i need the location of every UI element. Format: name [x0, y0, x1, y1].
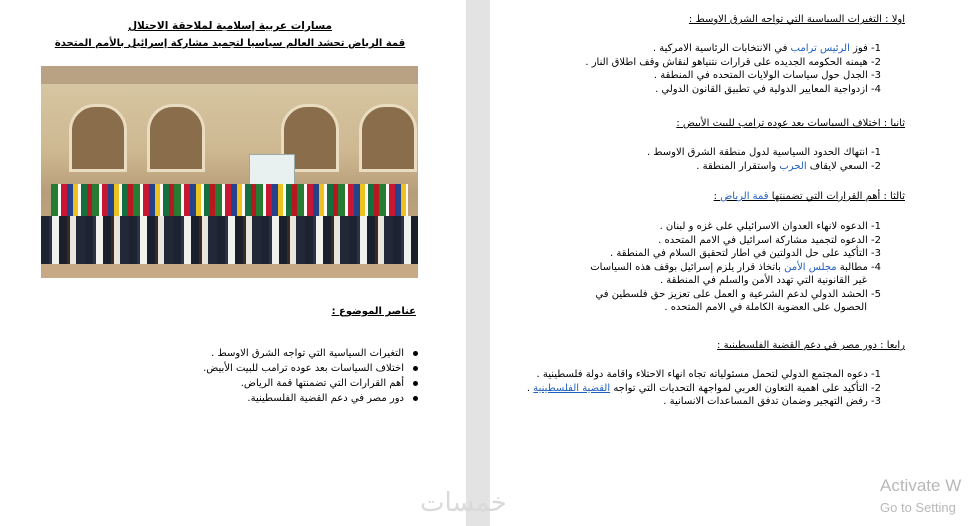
document-page-left: [0, 0, 466, 526]
photo-leaders-row: [41, 216, 418, 264]
list-item: 3- الجدل حول سياسات الولايات المتحده في المنطقة .: [653, 70, 881, 81]
item-text: واستقرار المنطقة .: [696, 160, 780, 172]
elements-list: [104, 346, 404, 406]
photo-summit-screen: [249, 154, 295, 186]
item-text: 1- فوز: [849, 43, 881, 54]
section-heading-4: رابعا : دور مصر في دعم القضية الفلسطينية :: [717, 340, 905, 351]
section-2-list: [647, 146, 881, 173]
link-president-trump[interactable]: الرئيس ترامب: [790, 43, 850, 54]
list-item: 3- رفض التهجير وضمان تدفق المساعدات الانسانية .: [663, 396, 881, 407]
document-title: مسارات عربية إسلامية لملاحقة الاحتلال: [127, 20, 333, 32]
section-4-list: [527, 368, 881, 409]
activate-windows-settings-link[interactable]: Go to Setting: [880, 500, 956, 515]
section-heading-2: ثانيا : اختلاف السياسات بعد عوده ترامب للبيت الأبيض :: [676, 118, 905, 129]
list-item: [647, 160, 881, 174]
photo-arch: [147, 104, 205, 172]
link-palestinian-cause[interactable]: القضية الفلسطينية: [533, 382, 611, 394]
section-3-list: [590, 220, 881, 315]
list-item: 1- الدعوه لانهاء العدوان الاسرائيلي على غزه و لبنان .: [659, 221, 881, 232]
list-item: 2- هيمنه الحكومه الجديده على قرارات نتنياهو لنقاش وقف اطلاق النار .: [585, 56, 881, 68]
item-text: في الانتخابات الرئاسية الامركية .: [652, 43, 791, 54]
link-riyadh-summit[interactable]: قمة الرياض: [720, 191, 769, 202]
section-heading-1: اولا : التغيرات السياسية التي تواجه الشرق الاوسط :: [688, 14, 905, 25]
photo-arch: [69, 104, 127, 172]
document-page-right: [490, 0, 969, 526]
list-item: 1- دعوه المجتمع الدولي لتحمل مسئولياته تجاه انهاء الاحتلاء واقامة دولة فلسطينية .: [536, 369, 881, 380]
list-item: [585, 42, 881, 56]
list-item: الحصول على العضوية الكاملة في الامم المتحده .: [664, 302, 867, 313]
section-heading-3: [714, 191, 905, 202]
list-item: 2- الدعوه لتجميد مشاركة اسرائيل في الامم المتحده .: [658, 234, 881, 246]
section-1-list: [585, 42, 881, 96]
list-item: [590, 261, 881, 275]
link-war[interactable]: الحرب: [779, 160, 807, 172]
link-security-council[interactable]: مجلس الأمن: [784, 261, 837, 273]
list-item: أهم القرارات التي تضمنتها قمة الرياض.: [104, 376, 404, 391]
list-item: التغيرات السياسية التي تواجه الشرق الاوسط .: [104, 346, 404, 361]
list-item: دور مصر في دعم القضية الفلسطينية.: [104, 391, 404, 406]
photo-arch: [359, 104, 417, 172]
list-item: اختلاف السياسات بعد عوده ترامب للبيت الأبيض.: [104, 361, 404, 376]
heading-text: ثالثا : أهم القرارات التي تضمنتها: [768, 191, 905, 202]
heading-text: :: [713, 191, 721, 202]
item-text: باتخاذ قرار يلزم إسرائيل بوقف هذه السياسات: [590, 261, 785, 273]
item-text: 2- التأكيد على اهمية التعاون العربي لمواجهة التحديات التي تواجه: [610, 382, 881, 394]
document-subtitle: قمة الرياض تحشد العالم سياسيا لتجميد مشاركة إسرائيل بالأمم المتحدة: [54, 38, 406, 49]
item-text: 2- السعي لايقاف: [806, 160, 881, 172]
activate-windows-text: Activate W: [880, 476, 962, 495]
page-gutter: [466, 0, 490, 526]
list-item: 5- الحشد الدولي لدعم الشرعية و العمل على تعزيز حق فلسطين في: [595, 288, 881, 300]
item-text: .: [526, 382, 534, 394]
list-item: 4- ازدواجية المعايير الدولية في تطبيق القانون الدولي .: [655, 83, 881, 95]
list-item: 3- التأكيد على حل الدولتين في اطار لتحقيق السلام في المنطقة .: [610, 248, 881, 259]
summit-group-photo: [41, 66, 418, 278]
site-watermark: خمسات: [420, 488, 507, 518]
elements-heading: عناصر الموضوع :: [331, 306, 416, 317]
list-item: غير القانونية التي تهدد الأمن والسلم في المنطقة .: [659, 275, 867, 286]
item-text: 4- مطالبة: [836, 261, 881, 273]
photo-floor: [41, 264, 418, 278]
list-item: [527, 382, 881, 396]
list-item: 1- انتهاك الحدود السياسية لدول منطقة الشرق الاوسط .: [646, 147, 881, 158]
photo-ceiling: [41, 66, 418, 84]
